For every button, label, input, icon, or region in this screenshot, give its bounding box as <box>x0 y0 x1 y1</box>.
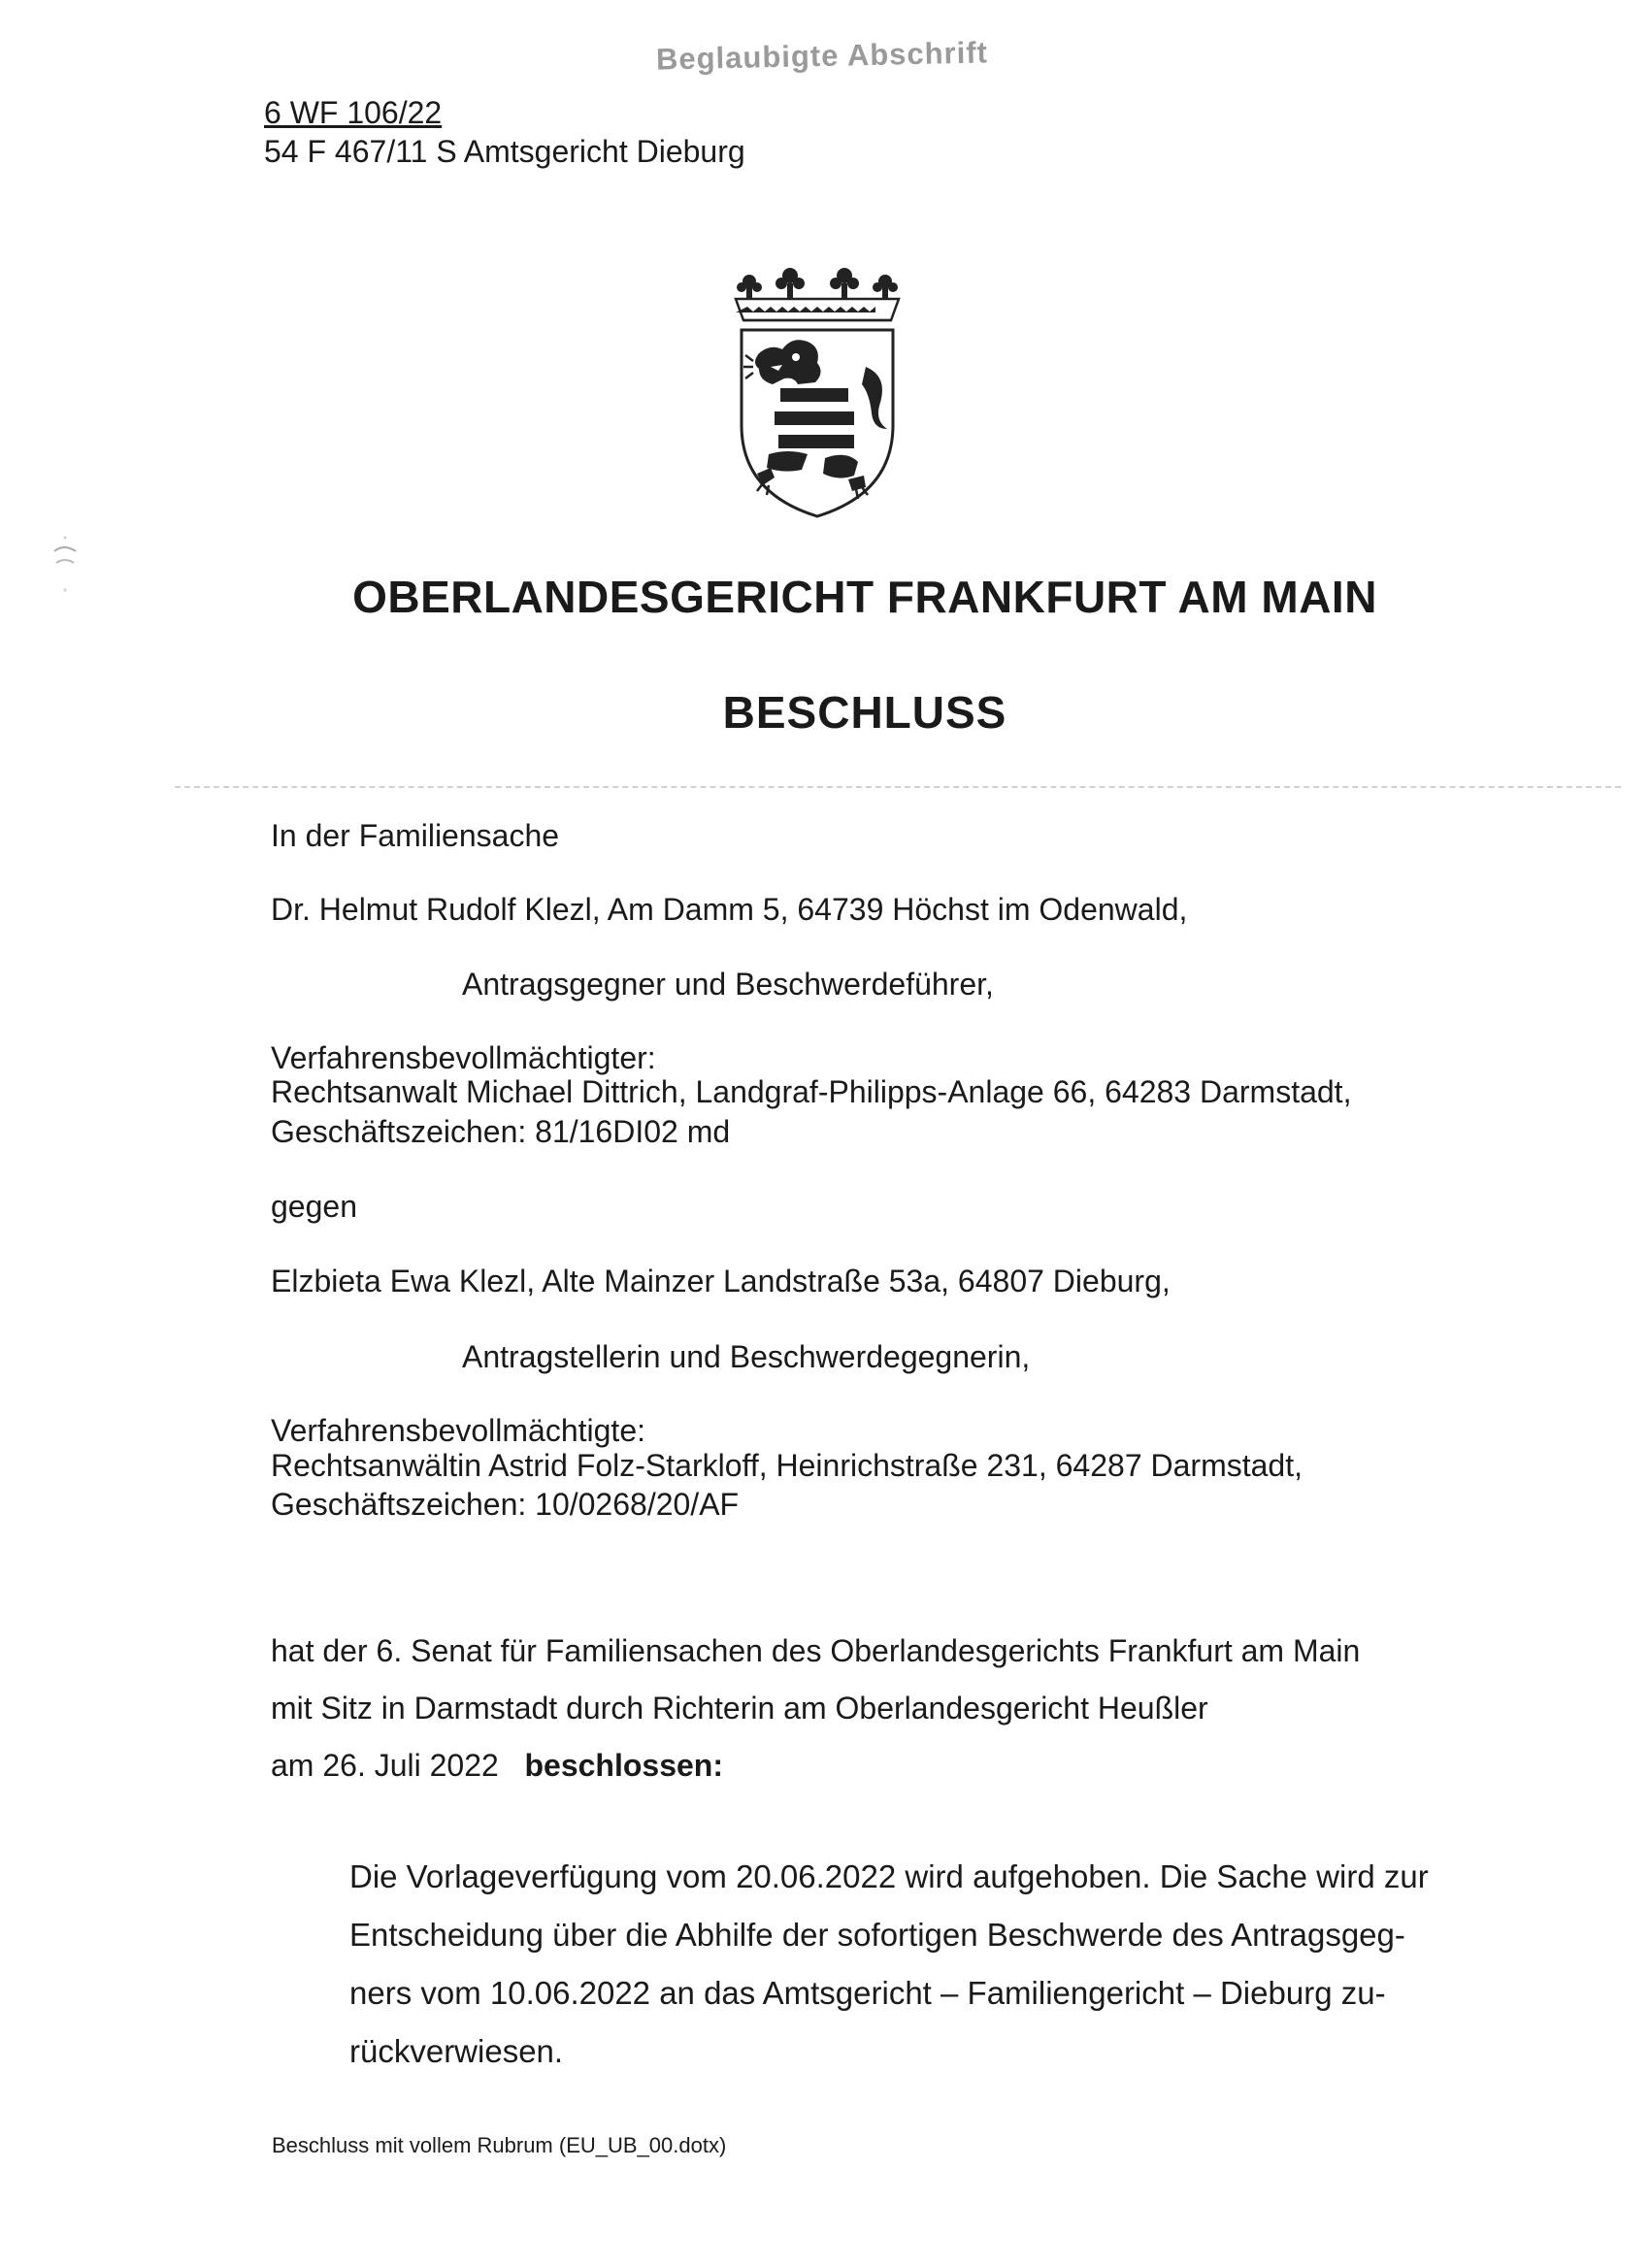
party2-counsel-label: Verfahrensbevollmächtigte: <box>271 1413 645 1448</box>
ruling-intro-line2: mit Sitz in Darmstadt durch Richterin am Oberlandesgericht Heußler <box>271 1691 1208 1726</box>
party1-role: Antragsgegner und Beschwerdeführer, <box>462 967 994 1002</box>
decision-line: Die Vorlageverfügung vom 20.06.2022 wird aufgehoben. Die Sache wird zur <box>349 1858 1429 1894</box>
ruling-intro-line1: hat der 6. Senat für Familiensachen des Oberlandesgerichts Frankfurt am Main <box>271 1633 1361 1668</box>
party1-file-number: Geschäftszeichen: 81/16DI02 md <box>271 1114 731 1149</box>
ruling-date: am 26. Juli 2022 <box>271 1748 499 1783</box>
hessen-coat-of-arms-icon <box>720 260 914 520</box>
case-reference: 6 WF 106/22 <box>264 95 443 130</box>
template-footer: Beschluss mit vollem Rubrum (EU_UB_00.dotx) <box>272 2133 727 2157</box>
intro-text: In der Familiensache <box>271 818 560 853</box>
party2-file-number: Geschäftszeichen: 10/0268/20/AF <box>271 1487 740 1522</box>
ruling-date-line <box>271 1748 723 1784</box>
party2-counsel: Rechtsanwältin Astrid Folz-Starkloff, Heinrichstraße 231, 64287 Darmstadt, <box>271 1448 1303 1483</box>
document-title: BESCHLUSS <box>722 687 1007 738</box>
certified-copy-stamp: Beglaubigte Abschrift <box>655 35 989 77</box>
decision-text <box>349 1848 1456 2081</box>
lower-court-reference: 54 F 467/11 S Amtsgericht Dieburg <box>264 134 745 169</box>
party1-name-address: Dr. Helmut Rudolf Klezl, Am Damm 5, 64739 Höchst im Odenwald, <box>271 892 1188 927</box>
party1-counsel-label: Verfahrensbevollmächtigter: <box>271 1040 656 1075</box>
against-text: gegen <box>271 1189 357 1224</box>
punch-hole-mark <box>50 532 80 600</box>
decided-label: beschlossen: <box>524 1748 723 1783</box>
decision-line: rückverwiesen. <box>349 2033 564 2069</box>
decision-line: ners vom 10.06.2022 an das Amtsgericht – Familiengericht – Dieburg zu- <box>349 1975 1386 2011</box>
divider <box>175 786 1621 788</box>
party1-counsel: Rechtsanwalt Michael Dittrich, Landgraf-Philipps-Anlage 66, 64283 Darmstadt, <box>271 1074 1352 1109</box>
court-name-heading: OBERLANDESGERICHT FRANKFURT AM MAIN <box>352 572 1377 622</box>
party2-name-address: Elzbieta Ewa Klezl, Alte Mainzer Landstraße 53a, 64807 Dieburg, <box>271 1264 1171 1298</box>
decision-line: Entscheidung über die Abhilfe der sofortigen Beschwerde des Antragsgeg- <box>349 1917 1405 1953</box>
party2-role: Antragstellerin und Beschwerdegegnerin, <box>462 1339 1031 1374</box>
